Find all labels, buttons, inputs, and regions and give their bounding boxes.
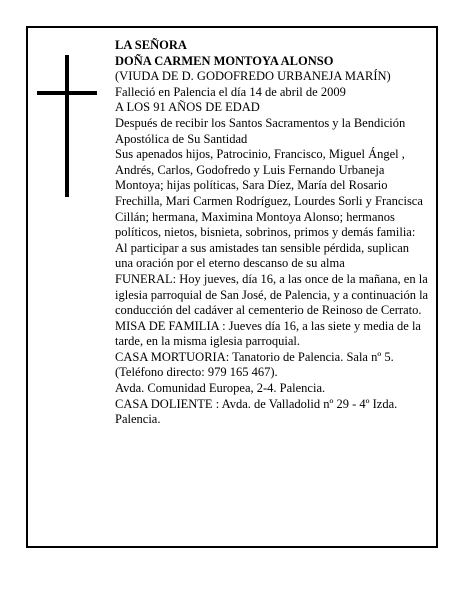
family-mass: MISA DE FAMILIA : Jueves día 16, a las siete y media de la tarde, en la misma iglesia parroquial. [115,318,421,349]
deceased-name: DOÑA CARMEN MONTOYA ALONSO [115,53,334,68]
mourning-house: CASA DOLIENTE : Avda. de Valladolid nº 29 - 4º Izda. Palencia. [115,396,398,427]
death-notice: Falleció en Palencia el día 14 de abril de 2009 [115,84,346,99]
sacraments: Después de recibir los Santos Sacramentos y la Bendición Apostólica de Su Santidad [115,115,406,146]
family-list: Sus apenados hijos, Patrocinio, Francisco, Miguel Ángel , Andrés, Carlos, Godofredo y Luis Fernando Urbaneja Montoya; hijas políticas, Sara Díez, María del Rosario Frechilla, Mari Carmen Rodríguez, Lourdes Sorli y Francisca Cillán; hermana, Maximina Montoya Alonso; hermanos políticos, nietos, bisnieta, sobrinos, primos y demás familia: [115,147,423,240]
widow-of: (VIUDA DE D. GODOFREDO URBANEJA MARÍN) [115,69,391,84]
funeral-info: FUNERAL: Hoy jueves, día 16, a las once de la mañana, en la iglesia parroquial de San José, de Palencia, y a continuación la conducción del cadáver al cementerio de Reinoso de Cerrato. [115,271,429,318]
cross-icon-vertical-bar [65,55,69,197]
mortuary-info: CASA MORTUORIA: Tanatorio de Palencia. Sala nº 5. (Teléfono directo: 979 165 467). [115,349,394,380]
heading: LA SEÑORA [115,38,187,52]
mortuary-address: Avda. Comunidad Europea, 2-4. Palencia. [115,381,326,396]
cross-icon-horizontal-bar [37,91,97,95]
obituary-text [115,38,430,428]
prayer-request: Al participar a sus amistades tan sensible pérdida, suplican una oración por el eterno descanso de su alma [115,240,410,271]
age: A LOS 91 AÑOS DE EDAD [115,100,260,115]
